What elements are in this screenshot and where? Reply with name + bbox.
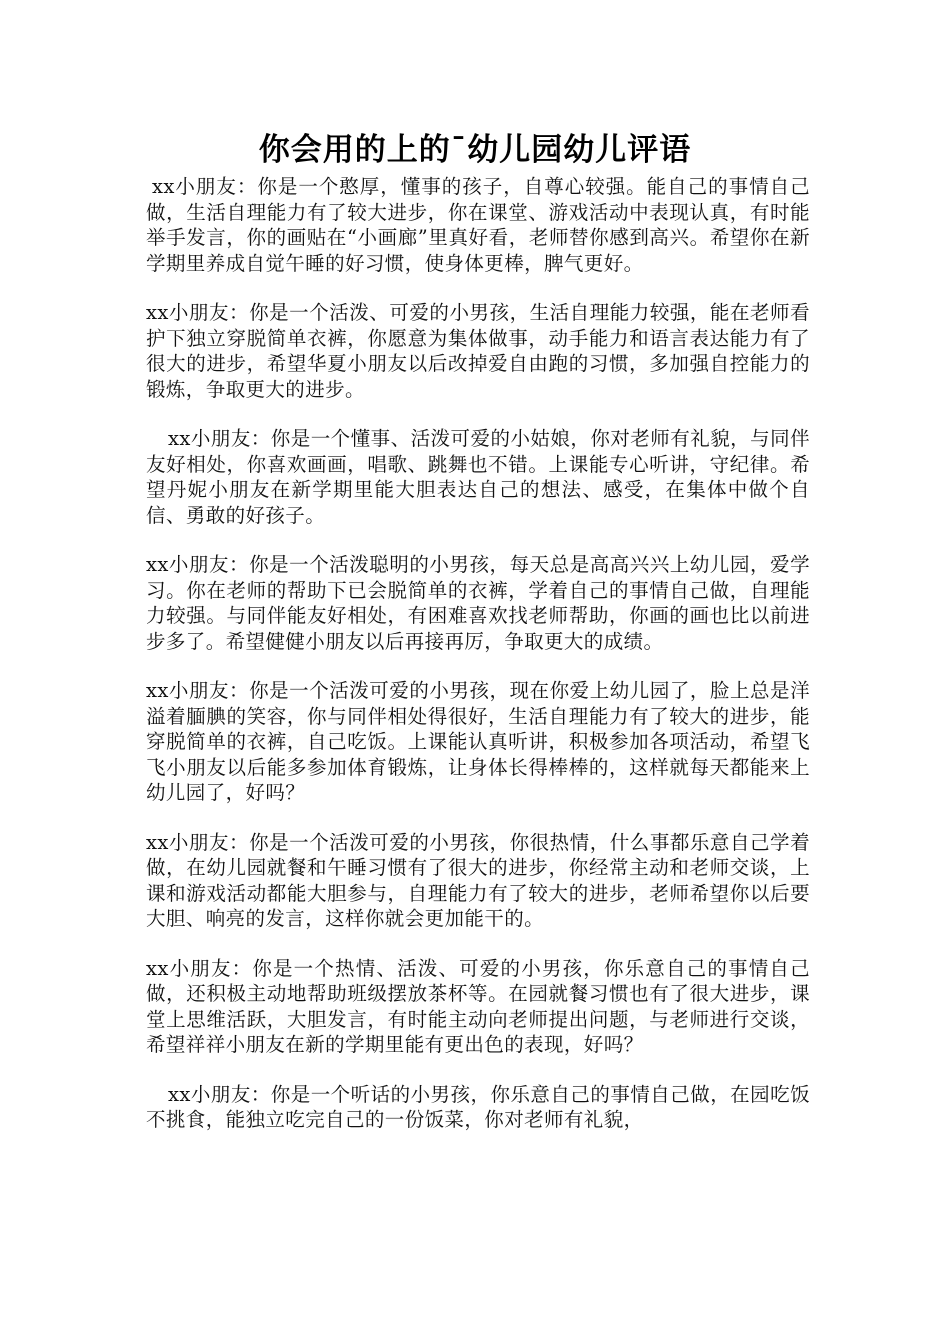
paragraph: xx小朋友：你是一个热情、活泼、可爱的小男孩，你乐意自己的事情自己做，还积极主动地帮助班级摆放茶杯等。在园就餐习惯也有了很大进步，课堂上思维活跃，大胆发言，有时能主动向老师提出问题，与老师进行交谈，希望祥祥小朋友在新的学期里能有更出色的表现，好吗？ bbox=[146, 956, 810, 1056]
paragraph: xx小朋友：你是一个憨厚，懂事的孩子，自尊心较强。能自己的事情自己做，生活自理能力有了较大进步，你在课堂、游戏活动中表现认真，有时能举手发言，你的画贴在“小画廊”里真好看，老师替你感到高兴。希望你在新学期里养成自觉午睡的好习惯，使身体更棒，脾气更好。 bbox=[146, 175, 810, 275]
paragraph: xx小朋友：你是一个听话的小男孩，你乐意自己的事情自己做，在园吃饭不挑食，能独立吃完自己的一份饭菜，你对老师有礼貌， bbox=[146, 1082, 810, 1131]
page-title: 你会用的上的¯幼儿园幼儿评语 bbox=[258, 132, 692, 168]
document-body bbox=[146, 174, 810, 1157]
paragraph: xx小朋友：你是一个活泼、可爱的小男孩，生活自理能力较强，能在老师看护下独立穿脱简单衣裤，你愿意为集体做事，动手能力和语言表达能力有了很大的进步，希望华夏小朋友以后改掉爱自由跑的习惯，多加强自控能力的锻炼，争取更大的进步。 bbox=[146, 301, 810, 401]
paragraph: xx小朋友：你是一个活泼聪明的小男孩，每天总是高高兴兴上幼儿园，爱学习。你在老师的帮助下已会脱简单的衣裤，学着自己的事情自己做，自理能力较强。与同伴能友好相处，有困难喜欢找老师帮助，你画的画也比以前进步多了。希望健健小朋友以后再接再厉，争取更大的成绩。 bbox=[146, 553, 810, 653]
paragraph: xx小朋友：你是一个活泼可爱的小男孩，现在你爱上幼儿园了，脸上总是洋溢着腼腆的笑容，你与同伴相处得很好，生活自理能力有了较大的进步，能穿脱简单的衣裤，自己吃饭。上课能认真听讲，积极参加各项活动，希望飞飞小朋友以后能多参加体育锻炼，让身体长得棒棒的，这样就每天都能来上幼儿园了，好吗？ bbox=[146, 679, 810, 804]
paragraph: xx小朋友：你是一个懂事、活泼可爱的小姑娘，你对老师有礼貌，与同伴友好相处，你喜欢画画，唱歌、跳舞也不错。上课能专心听讲，守纪律。希望丹妮小朋友在新学期里能大胆表达自己的想法、感受，在集体中做个自信、勇敢的好孩子。 bbox=[146, 427, 810, 527]
paragraph: xx小朋友：你是一个活泼可爱的小男孩，你很热情，什么事都乐意自己学着做，在幼儿园就餐和午睡习惯有了很大的进步，你经常主动和老师交谈，上课和游戏活动都能大胆参与，自理能力有了较大的进步，老师希望你以后要大胆、响亮的发言，这样你就会更加能干的。 bbox=[146, 830, 810, 930]
